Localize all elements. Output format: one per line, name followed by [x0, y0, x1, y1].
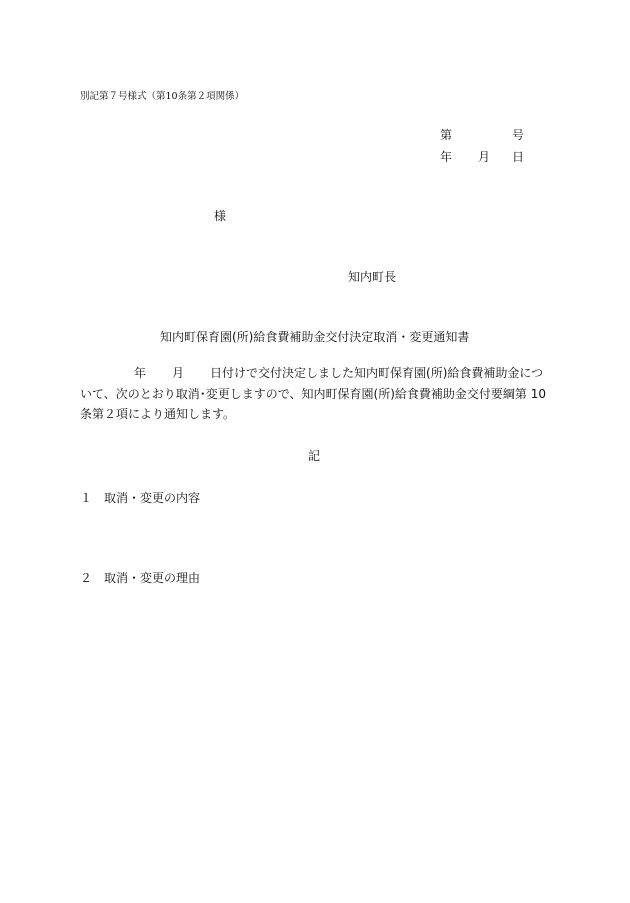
body-month-label: 月	[172, 366, 185, 380]
ki-heading: 記	[308, 449, 321, 463]
date-day-label: 日	[512, 150, 525, 164]
item-text: 取消・変更の内容	[104, 491, 201, 505]
item-number: １	[80, 491, 93, 505]
item-text: 取消・変更の理由	[104, 571, 201, 585]
date-year-label: 年	[440, 150, 453, 164]
body-line-3: 条第２項により通知します。	[80, 407, 236, 421]
body-paragraph	[80, 363, 558, 425]
document-number-suffix: 号	[512, 128, 525, 142]
sender-name: 知内町長	[348, 270, 397, 284]
document-number-prefix: 第	[440, 128, 453, 142]
body-line-1	[80, 363, 558, 384]
body-line-1-text: 日付けで交付決定しました知内町保育園(所)給食費補助金につ	[210, 366, 544, 380]
document-title: 知内町保育園(所)給食費補助金交付決定取消・変更通知書	[160, 330, 470, 344]
list-item	[80, 489, 200, 506]
body-year-label: 年	[134, 366, 147, 380]
form-label: 別記第７号様式（第10条第２項関係）	[80, 91, 245, 102]
date-month-label: 月	[478, 150, 491, 164]
list-item	[80, 569, 200, 586]
item-number: ２	[80, 571, 93, 585]
body-line-2: いて、次のとおり取消･変更しますので、知内町保育園(所)給食費補助金交付要綱第 10	[80, 386, 546, 401]
recipient-honorific: 様	[214, 209, 227, 223]
